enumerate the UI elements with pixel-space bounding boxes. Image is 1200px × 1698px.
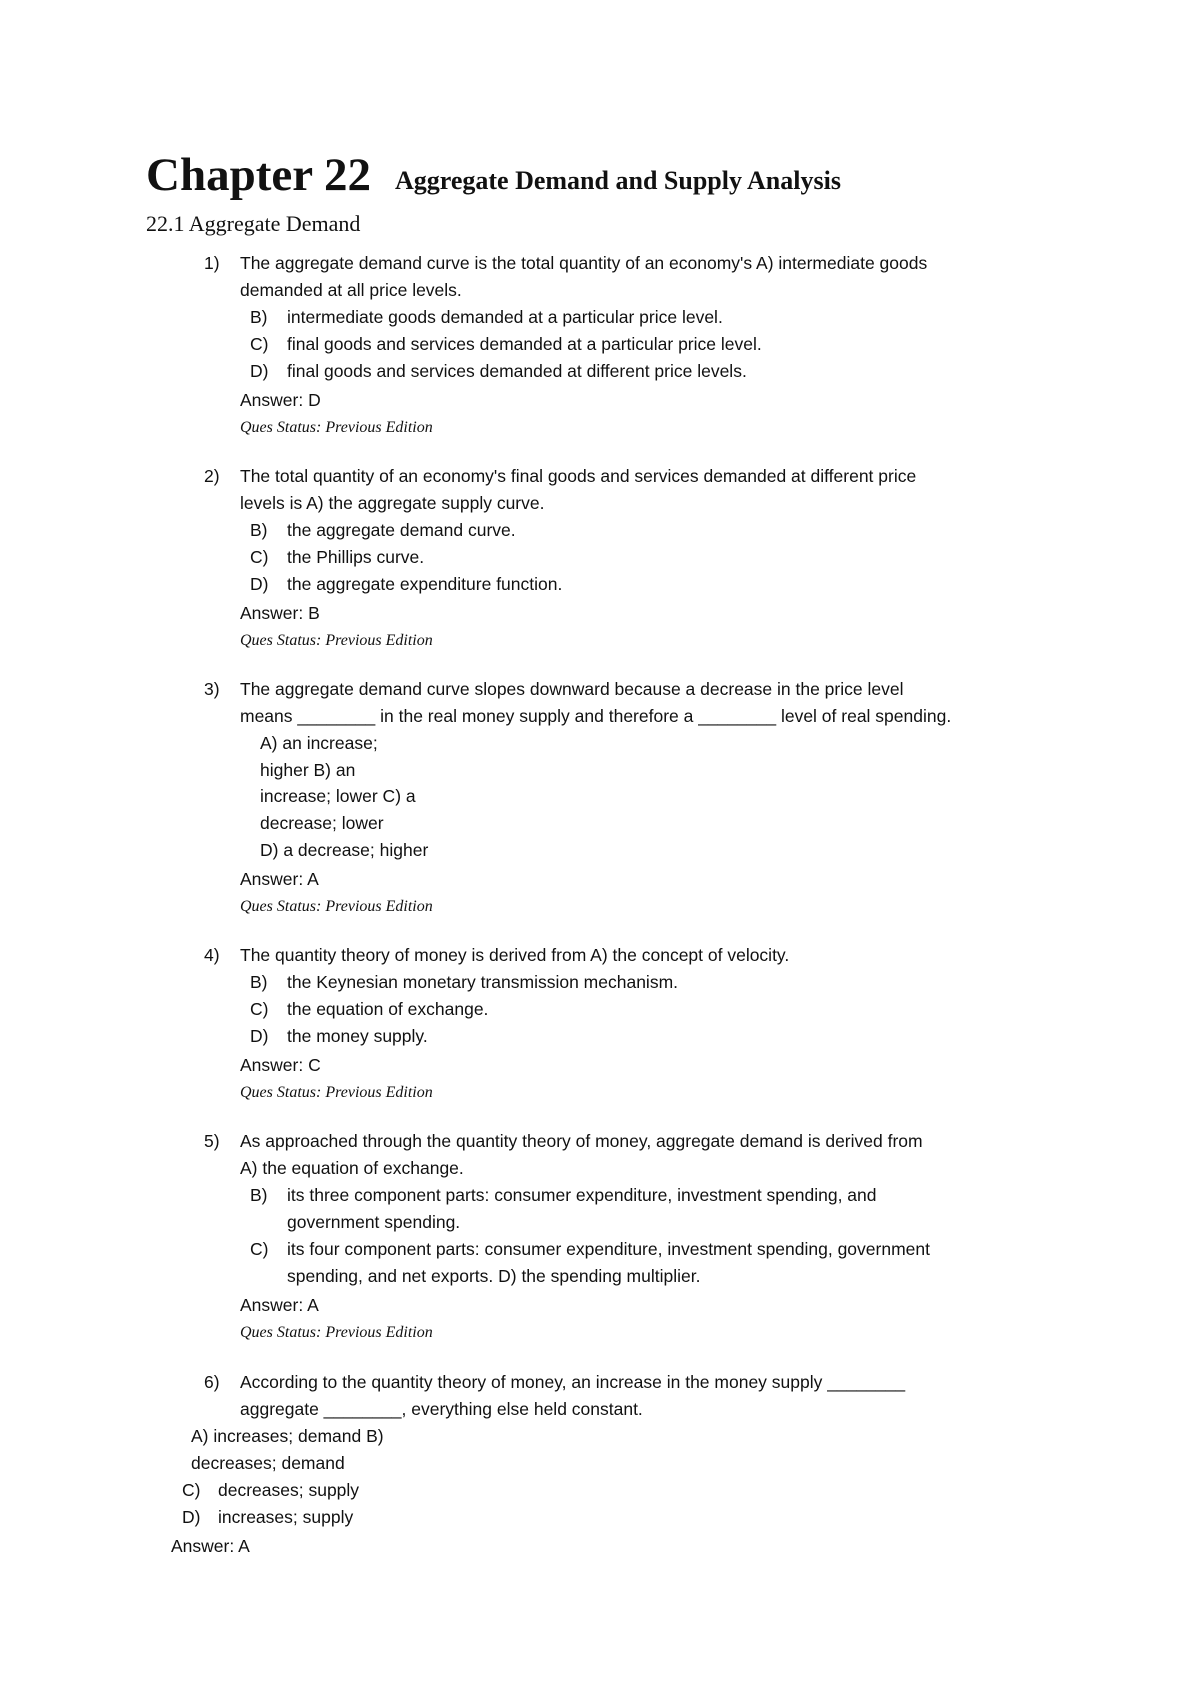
question-number: 1)	[204, 253, 220, 273]
option-d-text: the money supply.	[287, 1026, 428, 1046]
option-line-2: decreases; demand	[191, 1453, 345, 1473]
option-line-1: A) increases; demand B)	[191, 1426, 384, 1446]
question-text-line-1: The aggregate demand curve is the total quantity of an economy's A) intermediate goods	[240, 253, 928, 273]
question-text-line-1: The aggregate demand curve slopes downward because a decrease in the price level	[240, 679, 904, 699]
answer: Answer: C	[240, 1055, 321, 1075]
question-status: Ques Status: Previous Edition	[240, 898, 433, 915]
question-number: 3)	[204, 679, 220, 699]
option-d-text: increases; supply	[218, 1507, 354, 1527]
option-line-4: decrease; lower	[260, 813, 384, 833]
option-d-letter: D)	[250, 574, 269, 594]
question-text-line-1: The quantity theory of money is derived from A) the concept of velocity.	[240, 945, 790, 965]
option-c-text: final goods and services demanded at a particular price level.	[287, 334, 762, 354]
option-line-3: increase; lower C) a	[260, 786, 416, 806]
question-status: Ques Status: Previous Edition	[240, 1324, 433, 1341]
option-line-2: higher B) an	[260, 760, 356, 780]
question-number: 5)	[204, 1131, 220, 1151]
question-number: 4)	[204, 945, 220, 965]
question-text-line-2: means ________ in the real money supply and therefore a ________ level of real spending.	[240, 706, 952, 726]
option-b-text: the Keynesian monetary transmission mechanism.	[287, 972, 679, 992]
answer: Answer: A	[171, 1536, 250, 1556]
option-c-letter: C)	[182, 1480, 201, 1500]
option-b-text-line-1: its three component parts: consumer expenditure, investment spending, and	[287, 1185, 877, 1205]
question-status: Ques Status: Previous Edition	[240, 632, 433, 649]
option-b-text: the aggregate demand curve.	[287, 520, 516, 540]
option-d-letter: D)	[182, 1507, 201, 1527]
option-b-text: intermediate goods demanded at a particular price level.	[287, 307, 723, 327]
answer: Answer: D	[240, 390, 321, 410]
option-c-text: decreases; supply	[218, 1480, 360, 1500]
question-text-line-2: demanded at all price levels.	[240, 280, 462, 300]
option-d-text: final goods and services demanded at different price levels.	[287, 361, 747, 381]
chapter-title: Aggregate Demand and Supply Analysis	[395, 166, 841, 195]
option-b-text-line-2: government spending.	[287, 1212, 461, 1232]
option-c-text-line-2: spending, and net exports. D) the spending multiplier.	[287, 1266, 701, 1286]
option-c-text: the Phillips curve.	[287, 547, 425, 567]
question-text-line-2: aggregate ________, everything else held constant.	[240, 1399, 643, 1419]
option-line-1: A) an increase;	[260, 733, 378, 753]
question-text-line-2: A) the equation of exchange.	[240, 1158, 464, 1178]
option-b-letter: B)	[250, 307, 268, 327]
option-b-letter: B)	[250, 1185, 268, 1205]
question-text-line-1: As approached through the quantity theory of money, aggregate demand is derived from	[240, 1131, 923, 1151]
option-d-letter: D)	[250, 361, 269, 381]
option-c-letter: C)	[250, 1239, 269, 1259]
option-c-text-line-1: its four component parts: consumer expenditure, investment spending, government	[287, 1239, 930, 1259]
question-number: 2)	[204, 466, 220, 486]
option-c-letter: C)	[250, 547, 269, 567]
answer: Answer: A	[240, 869, 319, 889]
option-b-letter: B)	[250, 520, 268, 540]
section-title: 22.1 Aggregate Demand	[146, 211, 361, 236]
question-status: Ques Status: Previous Edition	[240, 419, 433, 436]
option-b-letter: B)	[250, 972, 268, 992]
option-d-letter: D)	[250, 1026, 269, 1046]
answer: Answer: A	[240, 1295, 319, 1315]
chapter-label: Chapter 22	[146, 149, 371, 201]
answer: Answer: B	[240, 603, 320, 623]
option-d-text: the aggregate expenditure function.	[287, 574, 563, 594]
question-text-line-1: According to the quantity theory of money, an increase in the money supply ________	[240, 1372, 906, 1392]
option-c-letter: C)	[250, 334, 269, 354]
question-number: 6)	[204, 1372, 220, 1392]
question-status: Ques Status: Previous Edition	[240, 1084, 433, 1101]
option-c-letter: C)	[250, 999, 269, 1019]
question-text-line-1: The total quantity of an economy's final goods and services demanded at different price	[240, 466, 917, 486]
question-text-line-2: levels is A) the aggregate supply curve.	[240, 493, 545, 513]
option-c-text: the equation of exchange.	[287, 999, 489, 1019]
option-line-5: D) a decrease; higher	[260, 840, 429, 860]
